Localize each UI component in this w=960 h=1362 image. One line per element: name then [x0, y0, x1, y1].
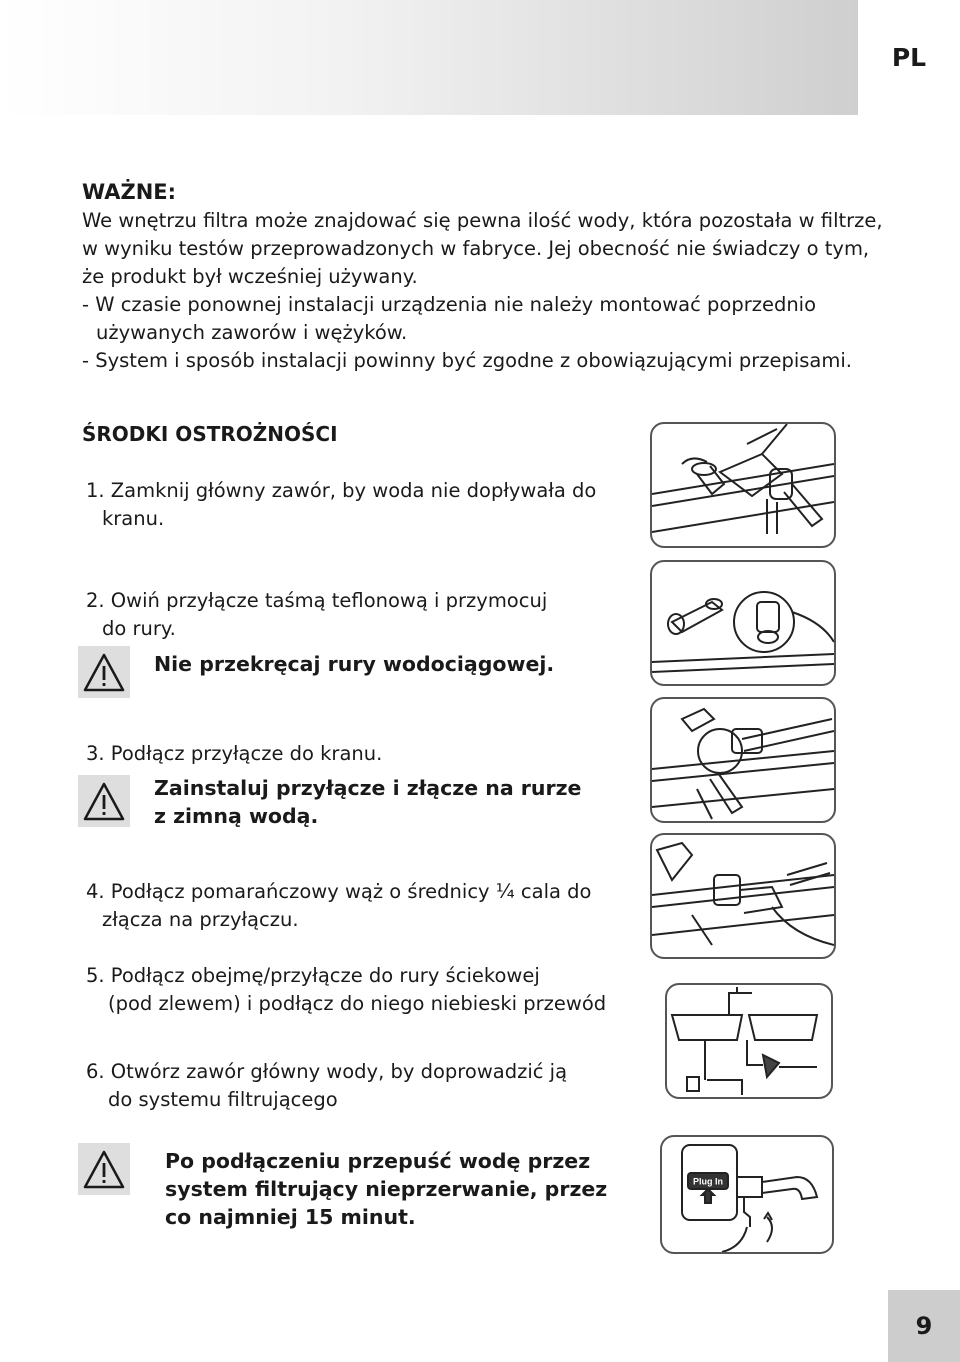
step-4-line-2: złącza na przyłączu.	[102, 908, 299, 931]
final-warning-line-1: Po podłączeniu przepuść wodę przez	[165, 1149, 591, 1173]
important-line-1: We wnętrzu filtra może znajdować się pewna ilość wody, która pozostała w filtrze,	[82, 209, 883, 232]
warning-3-line-2: z zimną wodą.	[154, 804, 319, 828]
illustration-step-5	[665, 983, 833, 1099]
important-line-3: że produkt był wcześniej używany.	[82, 265, 418, 288]
warning-3-line-1: Zainstaluj przyłącze i złącze na rurze	[154, 776, 582, 800]
step-6-line-2: do systemu filtrującego	[108, 1088, 338, 1111]
step-2-line-2: do rury.	[102, 617, 176, 640]
warning-triangle-icon	[78, 775, 130, 827]
step-1-line-1: 1. Zamknij główny zawór, by woda nie dopływała do	[86, 479, 597, 502]
step-1-line-2: kranu.	[102, 507, 165, 530]
warning-triangle-icon	[78, 646, 130, 698]
precautions-title: ŚRODKI OSTROŻNOŚCI	[82, 422, 338, 446]
step-3-line: 3. Podłącz przyłącze do kranu.	[86, 742, 383, 765]
illustration-step-1	[650, 422, 836, 548]
illustration-step-4	[650, 833, 836, 959]
step-4-line-1: 4. Podłącz pomarańczowy wąż o średnicy ¼ cala do	[86, 880, 592, 903]
important-line-6: - System i sposób instalacji powinny być zgodne z obowiązującymi przepisami.	[82, 349, 852, 372]
illustration-plug-in	[660, 1135, 834, 1254]
important-title: WAŻNE:	[82, 180, 177, 204]
step-2-line-1: 2. Owiń przyłącze taśmą teflonową i przymocuj	[86, 589, 548, 612]
illustration-step-3	[650, 697, 836, 823]
important-line-5: używanych zaworów i wężyków.	[96, 321, 408, 344]
important-line-2: w wyniku testów przeprowadzonych w fabryce. Jej obecność nie świadczy o tym,	[82, 237, 870, 260]
step-5-line-1: 5. Podłącz obejmę/przyłącze do rury ściekowej	[86, 964, 540, 987]
final-warning-line-3: co najmniej 15 minut.	[165, 1205, 416, 1229]
plug-in-label: Plug In	[693, 1176, 723, 1187]
warning-triangle-icon	[78, 1143, 130, 1195]
important-line-4: - W czasie ponownej instalacji urządzenia nie należy montować poprzednio	[82, 293, 817, 316]
step-5-line-2: (pod zlewem) i podłącz do niego niebieski przewód	[108, 992, 607, 1015]
illustration-step-2	[650, 560, 836, 686]
page-number: 9	[888, 1290, 960, 1362]
header-band	[0, 0, 858, 115]
warning-2-text: Nie przekręcaj rury wodociągowej.	[154, 652, 555, 676]
final-warning-line-2: system filtrujący nieprzerwanie, przez	[165, 1177, 608, 1201]
language-tab: PL	[891, 43, 927, 72]
step-6-line-1: 6. Otwórz zawór główny wody, by doprowadzić ją	[86, 1060, 568, 1083]
